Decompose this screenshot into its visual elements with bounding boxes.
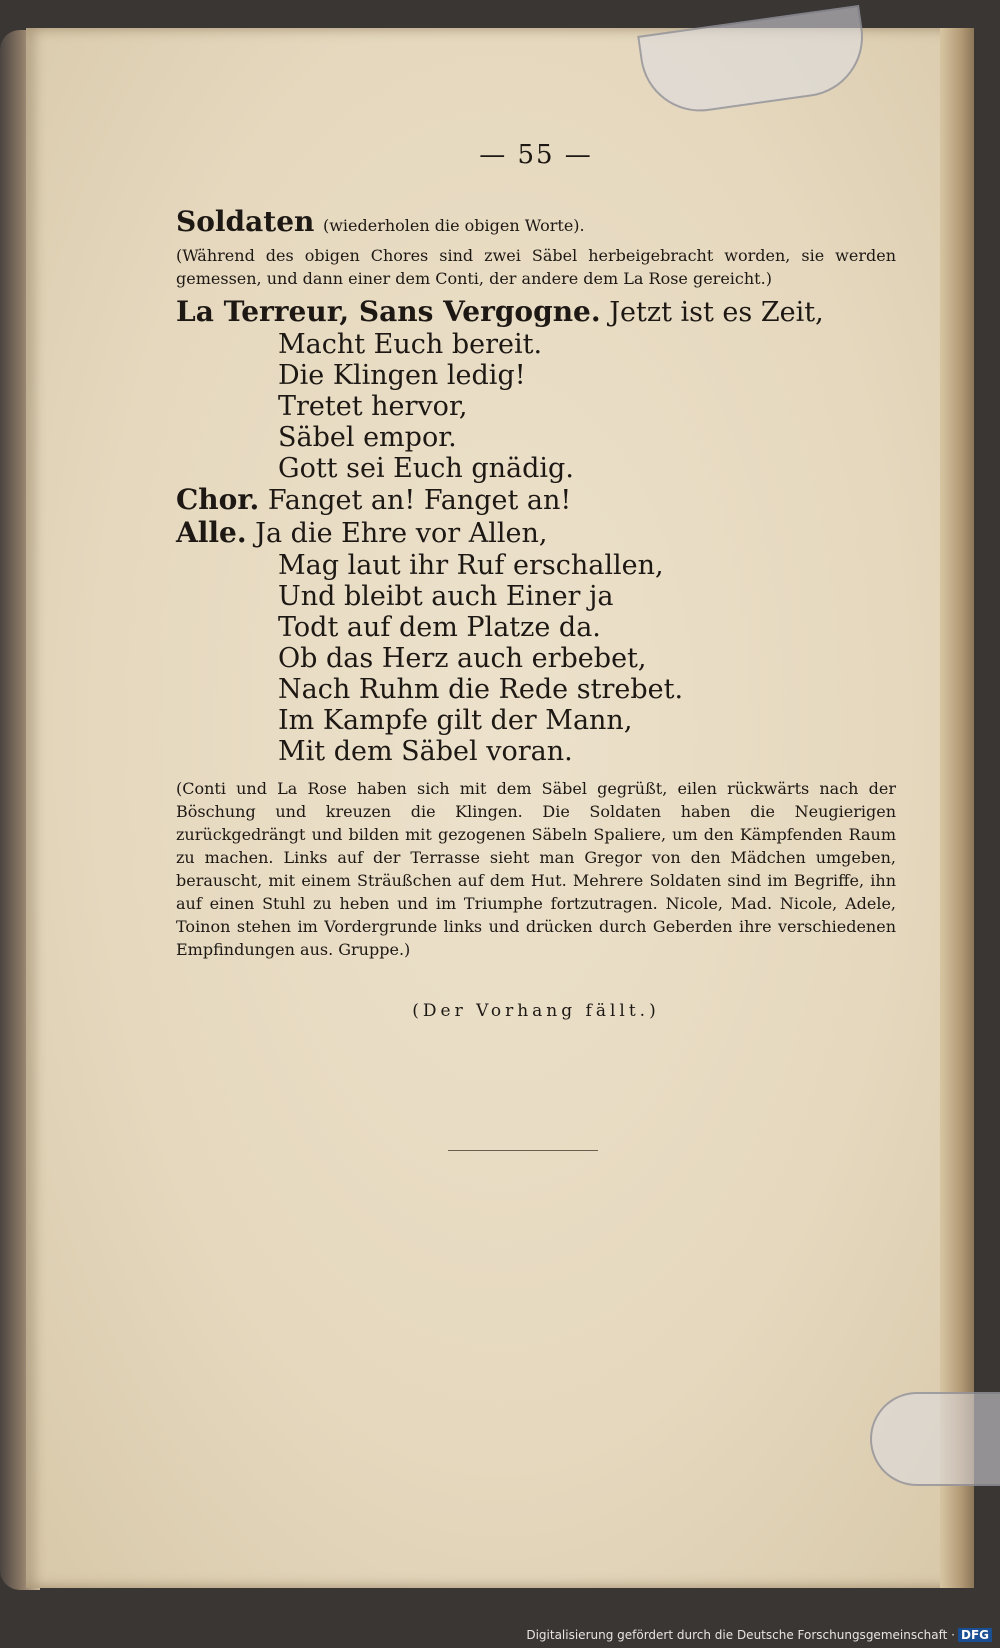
soldaten-line — [176, 206, 896, 242]
alle-first-line: Ja die Ehre vor Allen, — [255, 518, 548, 549]
chor-line — [176, 484, 896, 517]
chor-text: Fanget an! Fanget an! — [267, 485, 572, 516]
paper-clip-top — [637, 5, 871, 119]
lyric-line: Macht Euch bereit. — [278, 329, 543, 360]
page-spine-shadow — [940, 28, 974, 1588]
footer-text: Digitalisierung gefördert durch die Deutsche Forschungsgemeinschaft · — [526, 1628, 955, 1642]
lyric-line: Nach Ruhm die Rede strebet. — [278, 674, 684, 705]
page-number: — 55 — — [479, 140, 593, 170]
lyric-line: Und bleibt auch Einer ja — [278, 581, 614, 612]
lyric-line: Mit dem Säbel voran. — [278, 736, 573, 767]
paper-clip-right — [870, 1392, 1000, 1486]
lyric-line: Mag laut ihr Ruf erschallen, — [278, 550, 664, 581]
speaker-alle: Alle. — [176, 516, 247, 549]
book-page — [26, 28, 974, 1588]
speaker-chor: Chor. — [176, 483, 260, 516]
lyric-line: Ob das Herz auch erbebet, — [278, 643, 647, 674]
lyric-line: Tretet hervor, — [278, 391, 468, 422]
curtain-line: (Der Vorhang fällt.) — [412, 1001, 660, 1021]
terreur-first-line: Jetzt ist es Zeit, — [609, 297, 824, 328]
lyric-line: Todt auf dem Platze da. — [278, 612, 601, 643]
closing-rule — [448, 1150, 598, 1151]
lyric-line: Säbel empor. — [278, 422, 457, 453]
dfg-logo: DFG — [958, 1628, 992, 1642]
terreur-line — [176, 296, 896, 329]
speaker-terreur: La Terreur, Sans Vergogne. — [176, 295, 601, 328]
lyric-line: Gott sei Euch gnädig. — [278, 453, 574, 484]
digitization-footer — [526, 1628, 992, 1642]
lyric-line: Die Klingen ledig! — [278, 360, 526, 391]
stage-direction-2: (Conti und La Rose haben sich mit dem Säbel gegrüßt, eilen rückwärts nach der Böschung und kreuzen die Klingen. Die Soldaten haben die Neugierigen zurückgedrängt und bilden mit gezogenen Säbeln Spaliere, um den Kämpfenden Raum zu machen. Links auf der Terrasse sieht man Gregor von den Mädchen umgeben, berauscht, mit einem Sträußchen auf dem Hut. Mehrere Soldaten sind im Begriffe, ihn auf einen Stuhl zu heben und im Triumphe fortzutragen. Nicole, Mad. Nicole, Adele, Toinon stehen im Vordergrunde links und drücken durch Geberden ihre verschiedenen Empfindungen aus. Gruppe.) — [176, 779, 896, 959]
speaker-soldaten: Soldaten — [176, 205, 315, 238]
alle-line — [176, 517, 896, 550]
page-text — [176, 140, 896, 1021]
soldaten-note: (wiederholen die obigen Worte). — [322, 216, 585, 235]
lyric-line: Im Kampfe gilt der Mann, — [278, 705, 633, 736]
stage-direction-1: (Während des obigen Chores sind zwei Säbel herbeigebracht worden, sie werden gemessen, und dann einer dem Conti, der andere dem La Rose gereicht.) — [176, 246, 896, 288]
